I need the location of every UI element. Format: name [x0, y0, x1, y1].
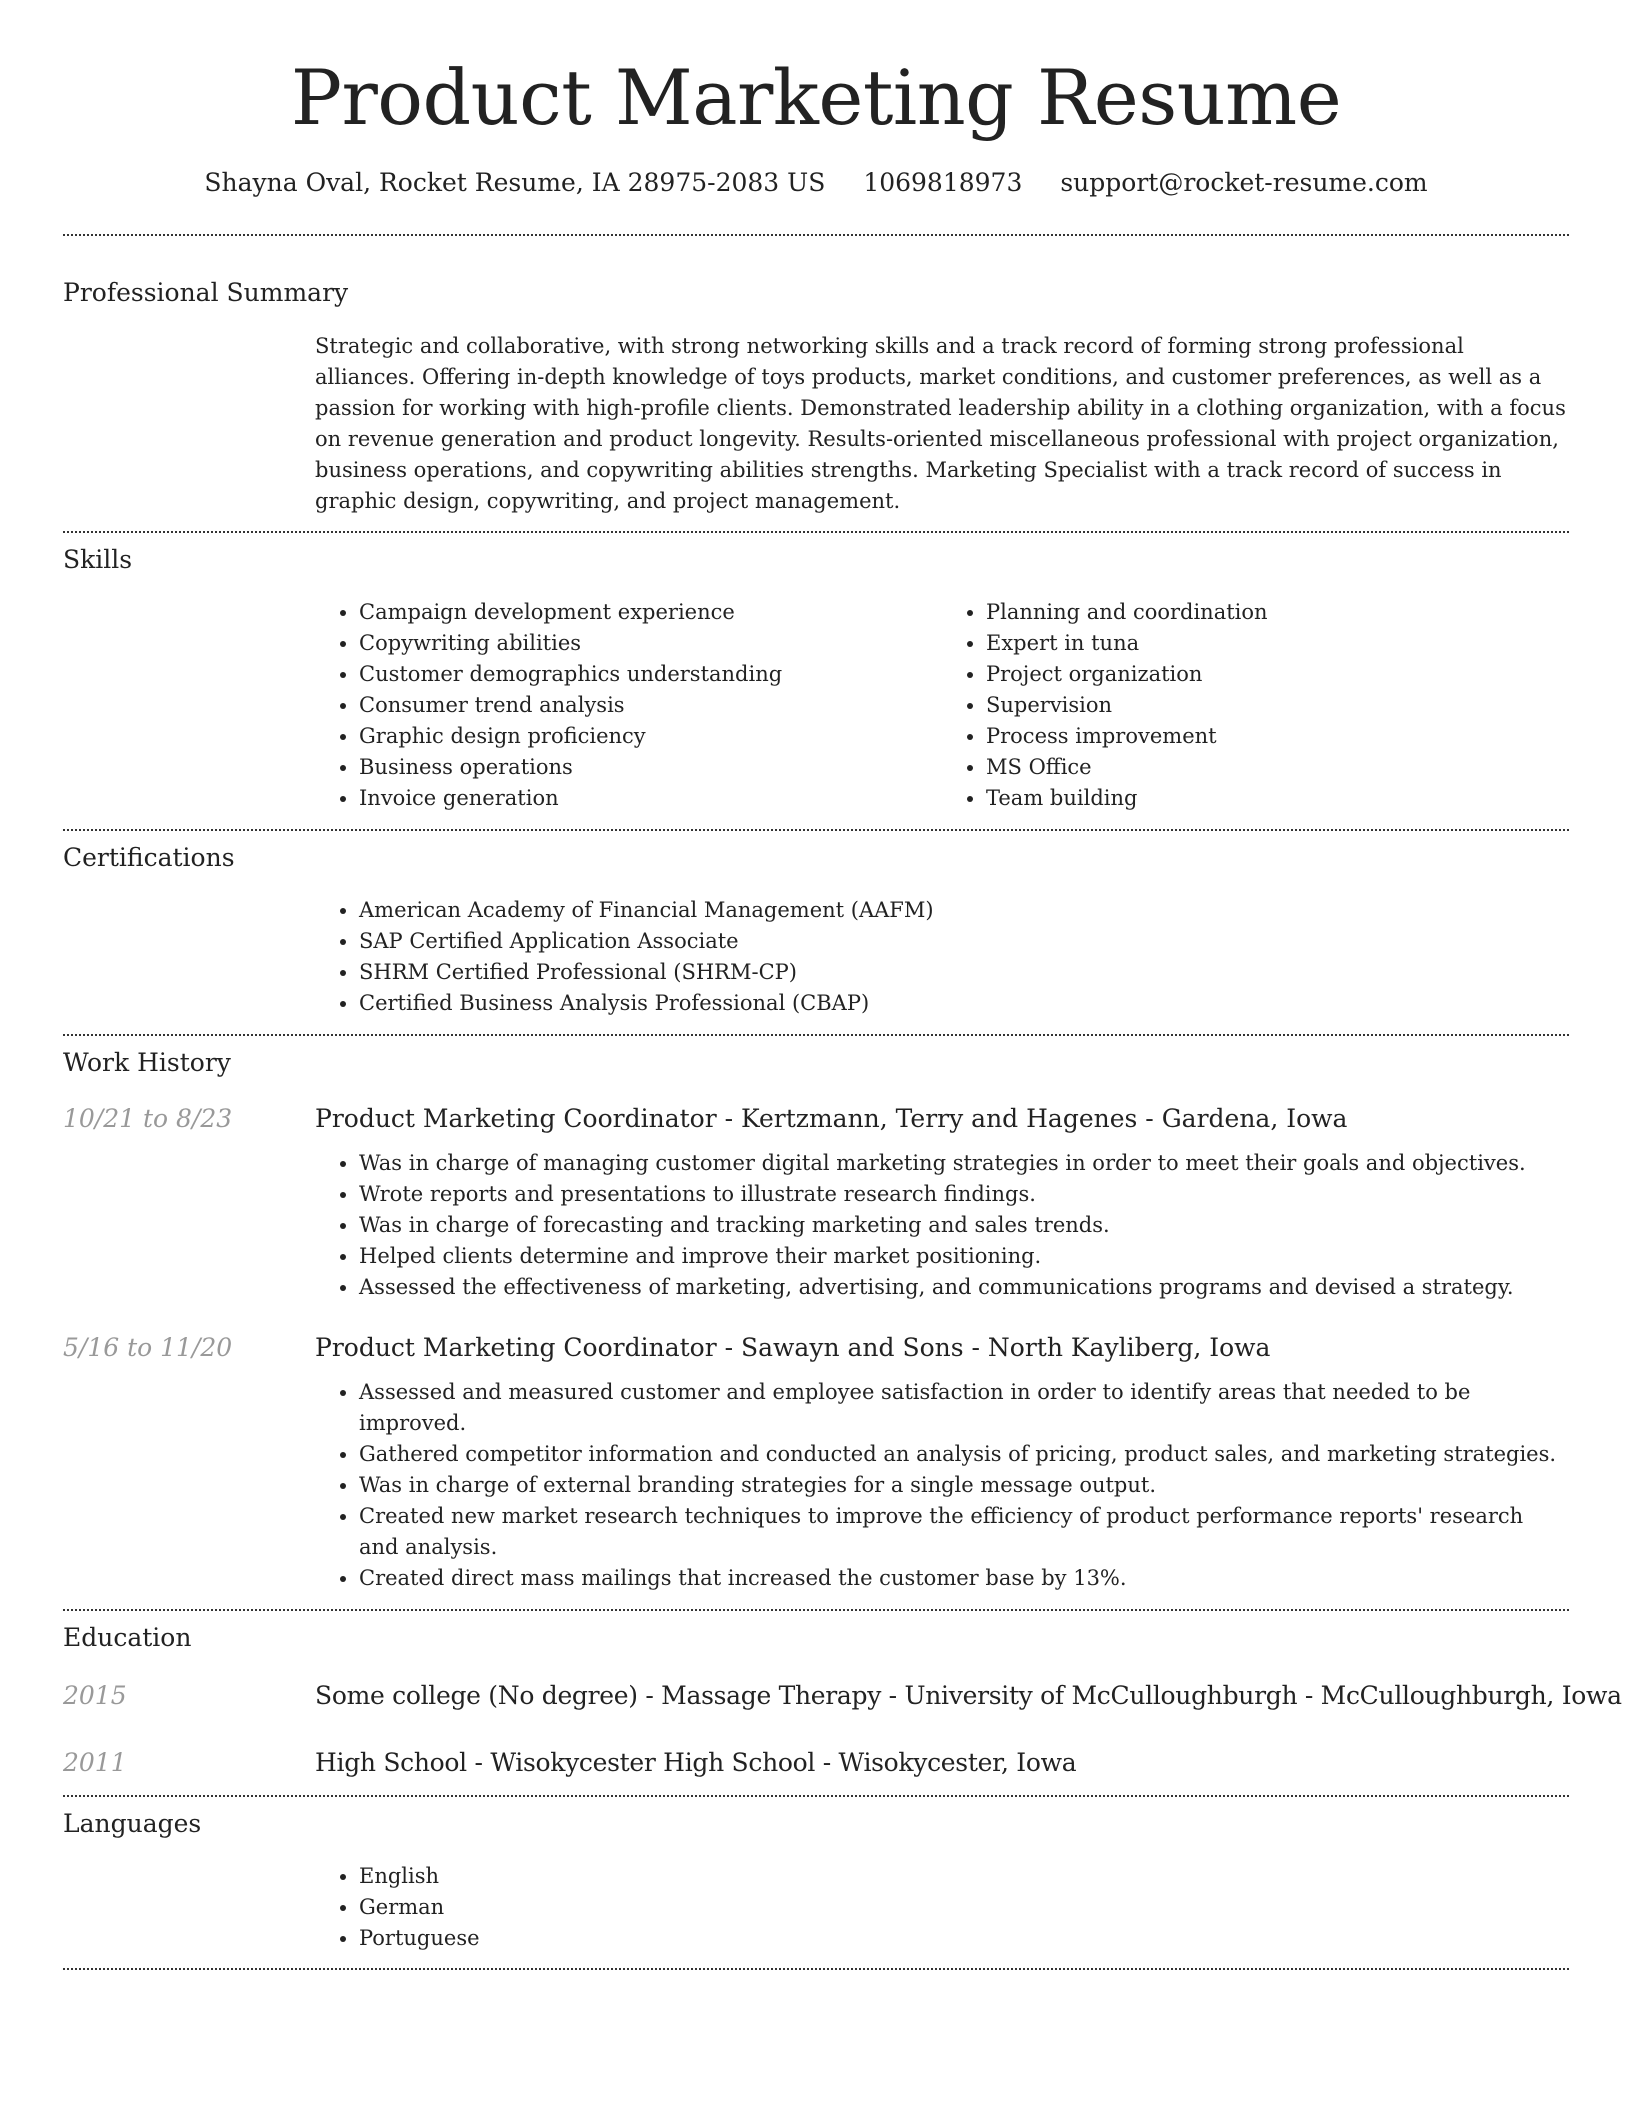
section-heading: Certifications: [63, 843, 235, 872]
list-item: • English: [359, 1861, 1569, 1892]
list-item: • Planning and coordination: [986, 597, 1569, 628]
list-item: • Created new market research techniques to improve the efficiency of product performance reports' research and analysis.: [359, 1501, 1569, 1563]
list-item: • MS Office: [986, 752, 1569, 783]
job-bullets: [315, 1148, 1569, 1303]
skills-section: [63, 543, 1569, 814]
list-item: • Was in charge of managing customer digital marketing strategies in order to meet their goals and objectives.: [359, 1148, 1569, 1179]
certifications-list: [315, 895, 1569, 1019]
education-section: [63, 1621, 1622, 1780]
section-heading: Professional Summary: [63, 278, 349, 307]
section-heading: Education: [63, 1623, 192, 1652]
divider: [63, 829, 1569, 831]
education-detail: Some college (No degree) - Massage Therapy - University of McCulloughburgh - McCulloughburgh, Iowa: [315, 1681, 1622, 1710]
section-heading: Work History: [63, 1048, 231, 1077]
list-item: • Graphic design proficiency: [359, 721, 942, 752]
list-item: • Wrote reports and presentations to illustrate research findings.: [359, 1179, 1569, 1210]
skills-columns: [315, 597, 1569, 814]
section-heading: Skills: [63, 545, 133, 574]
job-entry: [63, 1331, 1569, 1365]
list-item: • SHRM Certified Professional (SHRM-CP): [359, 957, 1569, 988]
skills-list-left: [315, 597, 942, 814]
job-bullets: [315, 1377, 1569, 1594]
job-dates: 10/21 to 8/23: [63, 1104, 233, 1133]
list-item: • Business operations: [359, 752, 942, 783]
list-item: • Certified Business Analysis Professional (CBAP): [359, 988, 1569, 1019]
languages-section: [63, 1807, 1569, 1954]
education-entry: [63, 1679, 1622, 1713]
divider: [63, 1968, 1569, 1970]
section-heading: Languages: [63, 1809, 202, 1838]
list-item: • Invoice generation: [359, 783, 942, 814]
list-item: • Supervision: [986, 690, 1569, 721]
contact-email: support@rocket-resume.com: [1060, 168, 1428, 197]
list-item: • German: [359, 1892, 1569, 1923]
divider: [63, 234, 1569, 236]
divider: [63, 1609, 1569, 1611]
list-item: • Process improvement: [986, 721, 1569, 752]
certifications-section: [63, 841, 1569, 1019]
job-details: [315, 1377, 1569, 1594]
contact-phone: 1069818973: [863, 168, 1023, 197]
list-item: • Consumer trend analysis: [359, 690, 942, 721]
contact-line: [63, 166, 1569, 200]
list-item: • Assessed and measured customer and employee satisfaction in order to identify areas that needed to be improved.: [359, 1377, 1569, 1439]
contact-address: Shayna Oval, Rocket Resume, IA 28975-2083 US: [204, 168, 826, 197]
list-item: • Project organization: [986, 659, 1569, 690]
education-year: 2015: [63, 1681, 127, 1710]
work-history-section: [63, 1046, 1569, 1594]
education-entry: [63, 1746, 1569, 1780]
list-item: • Assessed the effectiveness of marketing, advertising, and communications programs and devised a strategy.: [359, 1272, 1569, 1303]
certifications-body: [315, 895, 1569, 1019]
list-item: • Team building: [986, 783, 1569, 814]
list-item: • Portuguese: [359, 1923, 1569, 1954]
list-item: • Gathered competitor information and conducted an analysis of pricing, product sales, and marketing strategies.: [359, 1439, 1569, 1470]
job-title: Product Marketing Coordinator - Kertzmann, Terry and Hagenes - Gardena, Iowa: [315, 1104, 1348, 1133]
list-item: • Copywriting abilities: [359, 628, 942, 659]
summary-section: [63, 276, 1569, 517]
divider: [63, 531, 1569, 533]
list-item: • American Academy of Financial Management (AAFM): [359, 895, 1569, 926]
education-year: 2011: [63, 1748, 127, 1777]
job-details: [315, 1148, 1569, 1303]
list-item: • SAP Certified Application Associate: [359, 926, 1569, 957]
summary-text: Strategic and collaborative, with strong networking skills and a track record of forming strong professional alliances. Offering in-depth knowledge of toys products, market conditions, and customer preferences, as well as a passion for working with high-profile clients. Demonstrated leadership ability in a clothing organization, with a focus on revenue generation and product longevity. Results-oriented miscellaneous professional with project organization, business operations, and copywriting abilities strengths. Marketing Specialist with a track record of success in graphic design, copywriting, and project management.: [315, 334, 1566, 513]
education-detail: High School - Wisokycester High School - Wisokycester, Iowa: [315, 1748, 1077, 1777]
page-title: Product Marketing Resume: [290, 53, 1342, 142]
languages-body: [315, 1861, 1569, 1954]
skills-list-right: [942, 597, 1569, 814]
list-item: • Helped clients determine and improve their market positioning.: [359, 1241, 1569, 1272]
job-title: Product Marketing Coordinator - Sawayn and Sons - North Kayliberg, Iowa: [315, 1333, 1271, 1362]
divider: [63, 1795, 1569, 1797]
job-entry: [63, 1102, 1569, 1136]
list-item: • Customer demographics understanding: [359, 659, 942, 690]
job-dates: 5/16 to 11/20: [63, 1333, 233, 1362]
languages-list: [315, 1861, 1569, 1954]
list-item: • Was in charge of forecasting and tracking marketing and sales trends.: [359, 1210, 1569, 1241]
list-item: • Created direct mass mailings that increased the customer base by 13%.: [359, 1563, 1569, 1594]
list-item: • Campaign development experience: [359, 597, 942, 628]
list-item: • Expert in tuna: [986, 628, 1569, 659]
list-item: • Was in charge of external branding strategies for a single message output.: [359, 1470, 1569, 1501]
divider: [63, 1034, 1569, 1036]
